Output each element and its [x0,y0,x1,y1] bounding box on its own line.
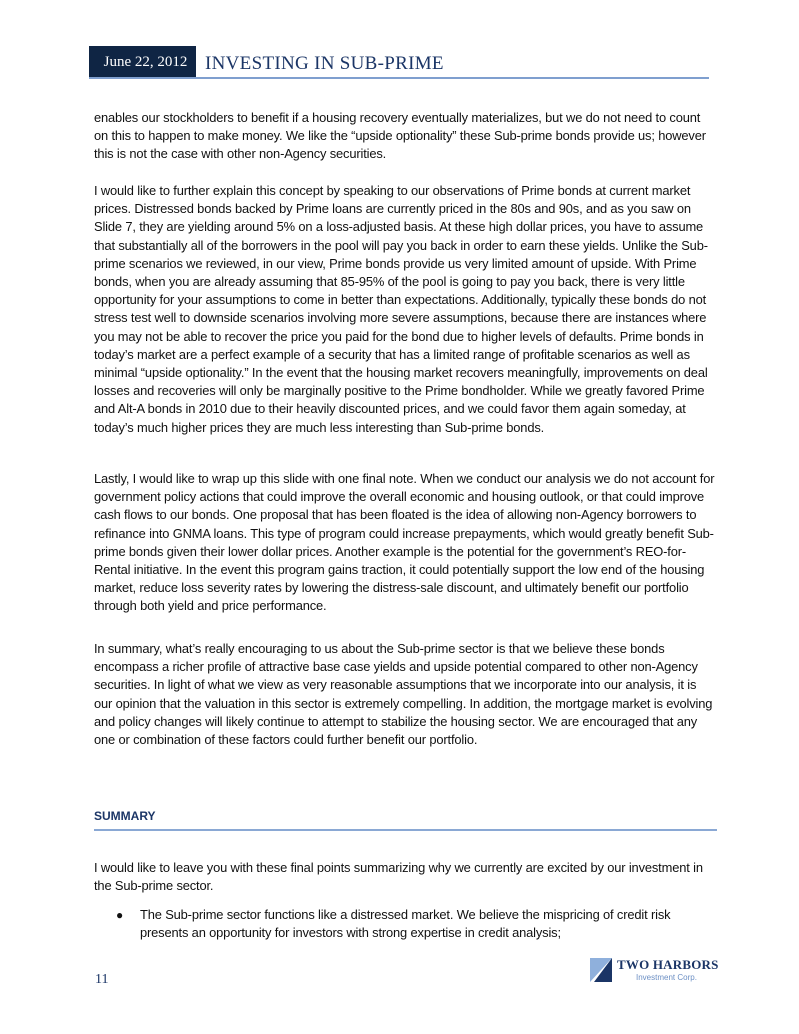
bullet-icon: ● [116,908,124,922]
paragraph-1: enables our stockholders to benefit if a housing recovery eventually materializes, but we do not need to count on this to happen to make money. We like the “upside optionality” these Sub-prime bonds provide us; however this is not the case with other non-Agency securities. [94,109,706,162]
two-harbors-logo [590,957,720,987]
logo-mark-icon [590,958,612,982]
summary-rule [94,829,717,831]
paragraph-4: In summary, what’s really encouraging to us about the Sub-prime sector is that we believe these bonds encompass a richer profile of attractive base case yields and upside potential compared to other non-Agency securities. In light of what we view as very reasonable assumptions that we incorporate into our analysis, it is our opinion that the valuation in this sector is extremely compelling. In addition, the mortgage market is evolving and policy changes will likely continue to attempt to stabilize the housing sector. We are encouraged that any one or combination of these factors could further benefit our portfolio. [94,640,713,747]
header-date: June 22, 2012 [89,46,196,78]
logo-subtitle: Investment Corp. [636,973,697,982]
page-header [89,46,709,79]
page-number: 11 [95,972,109,987]
header-rule [89,77,709,79]
bullet-text: The Sub-prime sector functions like a distressed market. We believe the mispricing of credit risk presents an opportunity for investors with strong expertise in credit analysis; [140,907,671,941]
summary-intro: I would like to leave you with these final points summarizing why we currently are excited by our investment in the Sub-prime sector. [94,859,703,894]
summary-bullet [116,906,716,942]
paragraph-2: I would like to further explain this concept by speaking to our observations of Prime bonds at current market prices. Distressed bonds backed by Prime loans are currently priced in the 80s and 90s, and as you saw on Slide 7, they are yielding around 5% on a loss-adjusted basis. At these high dollar prices, you have to assume that substantially all of the borrowers in the pool will pay you back in order to earn these yields. Unlike the Sub-prime scenarios we reviewed, in our view, Prime bonds provide us very limited amount of upside. With Prime bonds, when you are already assuming that 85-95% of the pool is going to pay you back, there is very little opportunity for your assumptions to come in better than expectations. Additionally, typically these bonds do not stress test well to downside scenarios involving more severe assumptions, because there are instances where you may not be able to recover the price you paid for the bond due to higher levels of defaults. Prime bonds in today’s market are a perfect example of a security that has a limited range of profitable scenarios as well as minimal “upside optionality.” In the event that the housing market recovers meaningfully, improvements on deal losses and recoveries will only be marginally positive to the Prime bondholder. While we greatly favored Prime and Alt-A bonds in 2010 due to their heavily discounted prices, and we could favor them again someday, at today’s much higher prices they are much less interesting than Sub-prime bonds. [94,182,708,435]
header-title: INVESTING IN SUB-PRIME [205,53,444,74]
logo-name: TWO HARBORS [617,957,719,972]
summary-heading: SUMMARY [94,809,156,823]
paragraph-3: Lastly, I would like to wrap up this slide with one final note. When we conduct our analysis we do not account for government policy actions that could improve the overall economic and housing outlook, or that could improve cash flows to our bonds. One proposal that has been floated is the idea of allowing non-Agency borrowers to refinance into GNMA loans. This type of program could increase prepayments, which would greatly benefit Sub-prime bonds given their lower dollar prices. Another example is the potential for the government’s REO-for-Rental initiative. In the event this program gains traction, it could potentially support the low end of the housing market, reduce loss severity rates by lowering the distress-sale discount, and ultimately benefit our portfolio through both yield and price performance. [94,470,715,614]
